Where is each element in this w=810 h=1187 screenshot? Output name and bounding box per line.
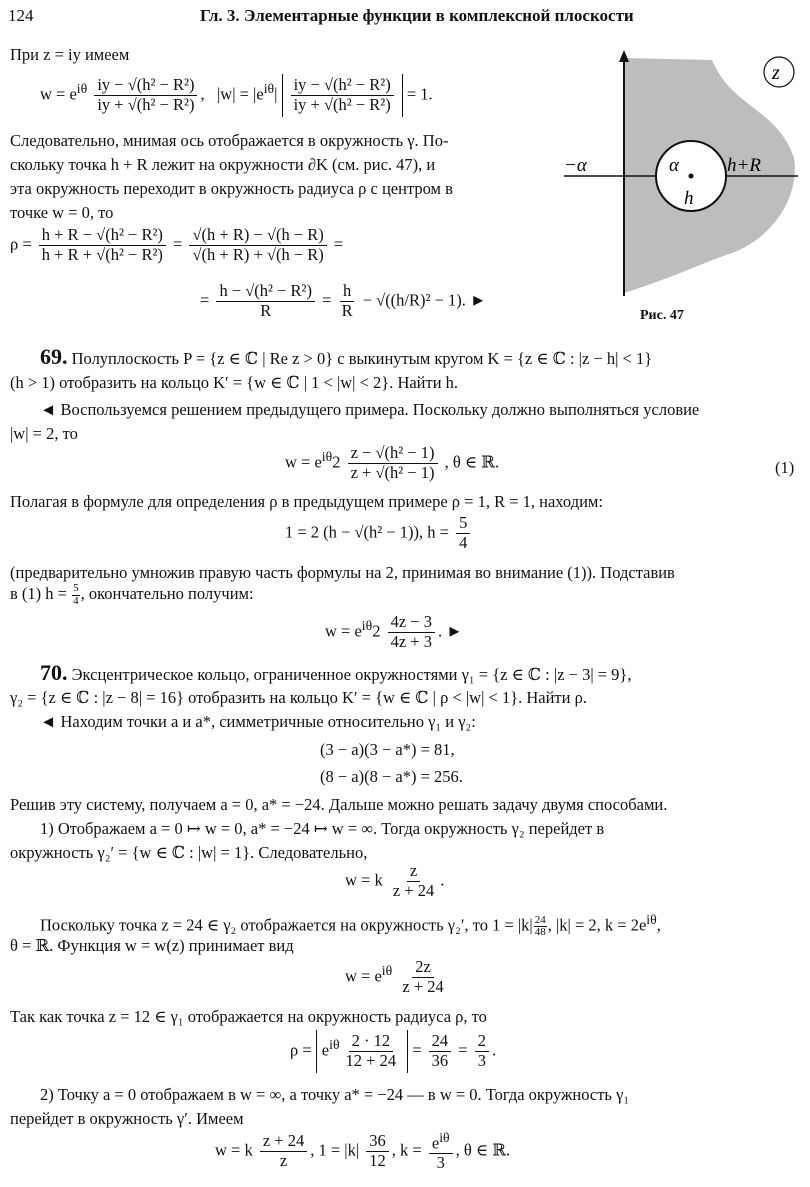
equation-1 <box>285 444 499 483</box>
fraction <box>390 862 437 901</box>
text-line: |w| = 2, то <box>10 424 78 443</box>
numerator: 2z <box>412 958 434 978</box>
problem-70-line <box>40 660 631 686</box>
text-line: 2) Точку a = 0 отображаем в w = ∞, а точку a* = −24 — в w = 0. Тогда окружность γ₁ <box>40 1085 630 1104</box>
denominator: 36 <box>431 1050 449 1070</box>
fraction <box>429 1130 453 1173</box>
numerator: 24 <box>429 1032 452 1052</box>
text-line: 1) Отображаем a = 0 ↦ w = 0, a* = −24 ↦ w = ∞. Тогда окружность γ₂ перейдет в <box>40 819 605 838</box>
fraction <box>343 1032 400 1071</box>
figure-47-diagram <box>562 48 802 298</box>
problem-text: Полуплоскость P = {z ∈ ℂ | Re z > 0} с выкинутым кругом K = {z ∈ ℂ : |z − h| < 1} <box>71 349 653 368</box>
text-line: θ = ℝ. Функция w = w(z) принимает вид <box>10 936 294 955</box>
eq-part: ρ = <box>290 1040 312 1060</box>
label-alpha: α <box>669 155 679 176</box>
denominator: 12 + 24 <box>345 1050 397 1070</box>
figure-47 <box>562 48 802 298</box>
eq-part: w = e <box>325 621 362 641</box>
fraction <box>456 514 470 553</box>
fraction <box>339 282 356 321</box>
text-part: , |k| = 2, k = 2e <box>547 915 647 935</box>
denominator: 48 <box>534 926 546 939</box>
problem-number: 70. <box>40 660 68 685</box>
small-fraction <box>72 583 80 607</box>
denominator: z + √(h² − 1) <box>350 462 435 482</box>
denominator: 4 <box>459 532 468 552</box>
eq-part: , θ ∈ ℝ. <box>455 1140 511 1160</box>
page-number: 124 <box>8 6 34 25</box>
problem-number: 69. <box>40 344 68 369</box>
eq-part: e <box>431 1133 440 1153</box>
fraction <box>399 958 446 997</box>
equation-3 <box>325 613 463 652</box>
eq-part: 2 <box>332 452 341 472</box>
axis-arrow-up <box>619 50 629 62</box>
equation-8 <box>290 1030 496 1073</box>
equation-9 <box>215 1130 510 1173</box>
eq-part: w = k <box>345 870 383 890</box>
numerator <box>429 1130 453 1154</box>
numerator: h + R − √(h² − R²) <box>39 226 166 246</box>
numerator: 5 <box>73 582 79 594</box>
denominator: 3 <box>436 1153 445 1173</box>
text-line: γ₂ = {z ∈ ℂ : |z − 8| = 16} отобразить на кольцо K′ = {w ∈ ℂ | ρ < |w| < 1}. Найти ρ. <box>10 688 587 707</box>
eq-sup: iθ <box>361 617 373 633</box>
eq-part: , 1 = |k| <box>310 1140 360 1160</box>
numerator: z − √(h² − 1) <box>348 444 438 464</box>
text-part: , <box>656 915 661 935</box>
text-line: Решив эту систему, получаем a = 0, a* = −24. Дальше можно решать задачу двумя способами. <box>10 795 668 814</box>
running-title: Гл. 3. Элементарные функции в комплексной плоскости <box>200 6 634 25</box>
modulus <box>282 74 403 117</box>
eq-part: w = e <box>40 84 77 104</box>
numerator: 2 <box>475 1032 489 1052</box>
eq-part: w = e <box>345 966 382 986</box>
text-part: , окончательно получим: <box>80 583 254 603</box>
label-minus-alpha: −α <box>564 155 587 176</box>
text-line: (предварительно умножив правую часть формулы на 2, принимая во внимание (1)). Подставив <box>10 563 675 582</box>
eq-part: w = e <box>285 452 322 472</box>
small-fraction <box>534 915 547 939</box>
equation-6 <box>345 862 444 901</box>
text-line: Следовательно, мнимая ось отображается в окружность γ. По- <box>10 131 449 150</box>
equation-rho-1: ρ = $\frac{\text{h + R − √(h² − R²)}}{\text{h + R + √(h² − R²)}}$ = $\frac{√(h + R) - √(h - R)}{√(h + R) + √(h - R)}$ = <box>10 225 344 264</box>
fraction <box>388 613 435 652</box>
equation-5: (8 − a)(8 − a*) = 256. <box>320 767 463 786</box>
numerator: 24 <box>534 913 546 926</box>
denominator: 4z + 3 <box>390 631 432 651</box>
modulus <box>316 1030 408 1073</box>
text-line: При z = iy имеем <box>10 45 130 64</box>
numerator: √(h + R) − √(h − R) <box>189 226 326 246</box>
problem-69-line <box>40 344 652 370</box>
text-line: ◄ Воспользуемся решением предыдущего примера. Поскольку должно выполняться условие <box>40 400 700 419</box>
denominator: √(h + R) + √(h − R) <box>192 244 324 264</box>
eq-part: = 1. <box>406 84 433 104</box>
eq-sup: iθ <box>381 962 393 978</box>
eq-part: = <box>458 1040 468 1060</box>
eq-sup: iθ <box>76 80 88 96</box>
numerator: h − √(h² − R²) <box>216 282 315 302</box>
text-line-with-fraction <box>10 583 254 607</box>
fraction <box>291 76 394 115</box>
eq-part: . ► <box>437 621 463 641</box>
fraction <box>189 226 326 265</box>
denominator: h + R + √(h² − R²) <box>41 244 163 264</box>
numerator: 4z − 3 <box>388 613 435 633</box>
label-h: h <box>684 188 694 209</box>
eq-part: , k = <box>391 1140 422 1160</box>
text-line: эта окружность переходит в окружность радиуса ρ с центром в <box>10 179 453 198</box>
eq-part: − √((h/R)² − 1). ► <box>362 290 487 310</box>
fraction <box>429 1032 452 1071</box>
eq-part: = <box>412 1040 422 1060</box>
equation-4: (3 − a)(3 − a*) = 81, <box>320 740 455 759</box>
eq-part: |w| = |e <box>216 84 264 104</box>
denominator: z <box>279 1151 288 1171</box>
eq-part: . <box>440 870 445 890</box>
denominator: 12 <box>369 1151 386 1171</box>
eq-sup: iθ <box>329 1036 340 1052</box>
eq-part: . <box>491 1040 497 1060</box>
text-line-with-fraction <box>40 912 661 939</box>
text-line: ◄ Находим точки a и a*, симметричные относительно γ₁ и γ₂: <box>40 712 476 731</box>
denominator: R <box>341 300 353 320</box>
denominator: 3 <box>477 1050 486 1070</box>
denominator: iy + √(h² − R²) <box>293 94 391 114</box>
equation-2 <box>285 514 473 553</box>
text-line: точке w = 0, то <box>10 203 114 222</box>
equation-w-imaginary: $w = e^{i\theta}$ $\frac{\text{iy − √(h² − R²)}}{\text{iy + √(h² − R²)}}$ , $|w| = |e^{i\theta}|$ $\frac{\text{iy − √(h² − R²)}}{\text{iy + √(h² − R²)}}$ = 1. <box>40 74 433 117</box>
fraction <box>348 444 438 483</box>
text-line: Полагая в формуле для определения ρ в предыдущем примере ρ = 1, R = 1, находим: <box>10 492 603 511</box>
eq-part: e <box>321 1040 330 1060</box>
equation-rho-2: = $\frac{\text{h − √(h² − R²)}}{R}$ = $\frac{h}{R}$ − √((h/R)² − 1). ► <box>200 281 487 320</box>
numerator: h <box>340 282 354 302</box>
fraction <box>475 1032 489 1071</box>
fraction <box>39 226 166 265</box>
equation-7 <box>345 958 450 997</box>
fraction <box>260 1132 307 1171</box>
denominator: 4 <box>73 594 79 607</box>
center-point <box>689 174 694 179</box>
numerator: z <box>407 862 420 882</box>
denominator: z + 24 <box>402 976 444 996</box>
numerator: 5 <box>456 514 470 534</box>
fraction <box>94 76 197 115</box>
text-line: скольку точка h + R лежит на окружности ∂K (см. рис. 47), и <box>10 155 436 174</box>
text-line: Так как точка z = 12 ∈ γ₁ отображается на окружность радиуса ρ, то <box>10 1007 487 1026</box>
problem-text: Эксцентрическое кольцо, ограниченное окружностями γ₁ = {z ∈ ℂ : |z − 3| = 9}, <box>71 665 632 684</box>
eq-part: 1 = 2 (h − √(h² − 1)), h = <box>285 522 449 542</box>
text-part: в (1) h = <box>10 583 67 603</box>
eq-sup: iθ <box>263 80 275 96</box>
eq-part: w = k <box>215 1140 253 1160</box>
text-line: (h > 1) отобразить на кольцо K′ = {w ∈ ℂ | 1 < |w| < 2}. Найти h. <box>10 373 459 392</box>
denominator: iy + √(h² − R²) <box>97 94 195 114</box>
figure-caption: Рис. 47 <box>640 308 684 323</box>
label-z: z <box>772 62 780 84</box>
fraction <box>366 1132 389 1171</box>
numerator: iy − √(h² − R²) <box>94 76 197 96</box>
numerator: z + 24 <box>260 1132 307 1152</box>
text-line: перейдет в окружность γ′. Имеем <box>10 1109 244 1128</box>
eq-sup: iθ <box>439 1130 450 1145</box>
label-h-plus-r: h+R <box>727 155 761 176</box>
equation-tag: (1) <box>775 458 795 477</box>
text-part: Поскольку точка z = 24 ∈ γ₂ отображается на окружность γ₂′, то 1 = |k| <box>40 915 533 935</box>
numerator: iy − √(h² − R²) <box>291 76 394 96</box>
numerator: 36 <box>366 1132 389 1152</box>
numerator: 2 · 12 <box>349 1032 394 1052</box>
eq-sup: iθ <box>321 448 333 464</box>
text-line: окружность γ₂′ = {w ∈ ℂ : |w| = 1}. Следовательно, <box>10 843 368 862</box>
eq-sup: iθ <box>646 912 657 927</box>
denominator: z + 24 <box>392 880 435 900</box>
fraction <box>216 282 315 321</box>
eq-part: , θ ∈ ℝ. <box>444 452 500 472</box>
eq-part: 2 <box>372 621 381 641</box>
denominator: R <box>260 300 272 320</box>
